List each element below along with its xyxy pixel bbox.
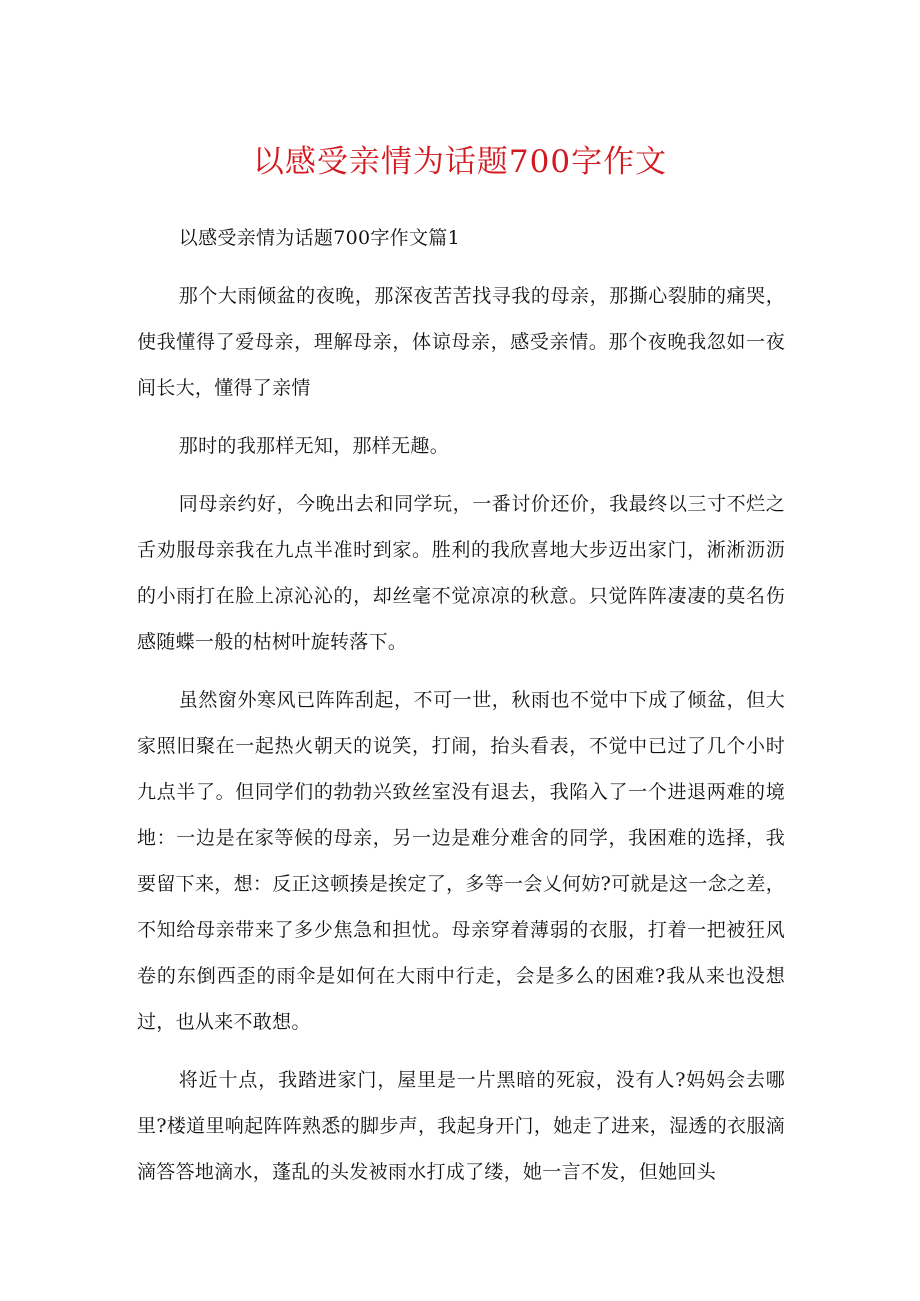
document-title: 以感受亲情为话题700字作文 [252, 144, 668, 180]
essay-subtitle: 以感受亲情为话题700字作文篇1 [178, 227, 460, 249]
paragraph-3: 同母亲约好，今晚出去和同学玩，一番讨价还价，我最终以三寸不烂之舌劝服母亲我在九点半准时到家。胜利的我欣喜地大步迈出家门，淅淅沥沥的小雨打在脸上凉沁沁的，却丝毫不觉凉凉的秋意。只觉阵阵凄凄的莫名伤感随蝶一般的枯树叶旋转落下。 [137, 493, 785, 653]
document-body [137, 215, 785, 1207]
paragraph-1: 那个大雨倾盆的夜晚，那深夜苦苦找寻我的母亲，那撕心裂肺的痛哭，使我懂得了爱母亲，理解母亲，体谅母亲，感受亲情。那个夜晚我忽如一夜间长大，懂得了亲情 [137, 285, 785, 399]
paragraph-4: 虽然窗外寒风已阵阵刮起，不可一世，秋雨也不觉中下成了倾盆，但大家照旧聚在一起热火朝天的说笑，打闹，抬头看表，不觉中已过了几个小时九点半了。但同学们的勃勃兴致丝室没有退去，我陷入了一个进退两难的境地：一边是在家等候的母亲，另一边是难分难舍的同学，我困难的选择，我要留下来，想：反正这顿揍是挨定了，多等一会乂何妨?可就是这一念之差，不知给母亲带来了多少焦急和担忧。母亲穿着薄弱的衣服，打着一把被狂风卷的东倒西歪的雨伞是如何在大雨中行走，会是多么的困难?我从来也没想过，也从来不敢想。 [137, 689, 785, 1033]
paragraph-5: 将近十点，我踏进家门，屋里是一片黑暗的死寂，没有人?妈妈会去哪里?楼道里响起阵阵熟悉的脚步声，我起身开门，她走了进来，湿透的衣服滴滴答答地滴水，蓬乱的头发被雨水打成了缕，她一言不发，但她回头 [137, 1069, 785, 1183]
paragraph-2: 那时的我那样无知，那样无趣。 [178, 435, 449, 457]
